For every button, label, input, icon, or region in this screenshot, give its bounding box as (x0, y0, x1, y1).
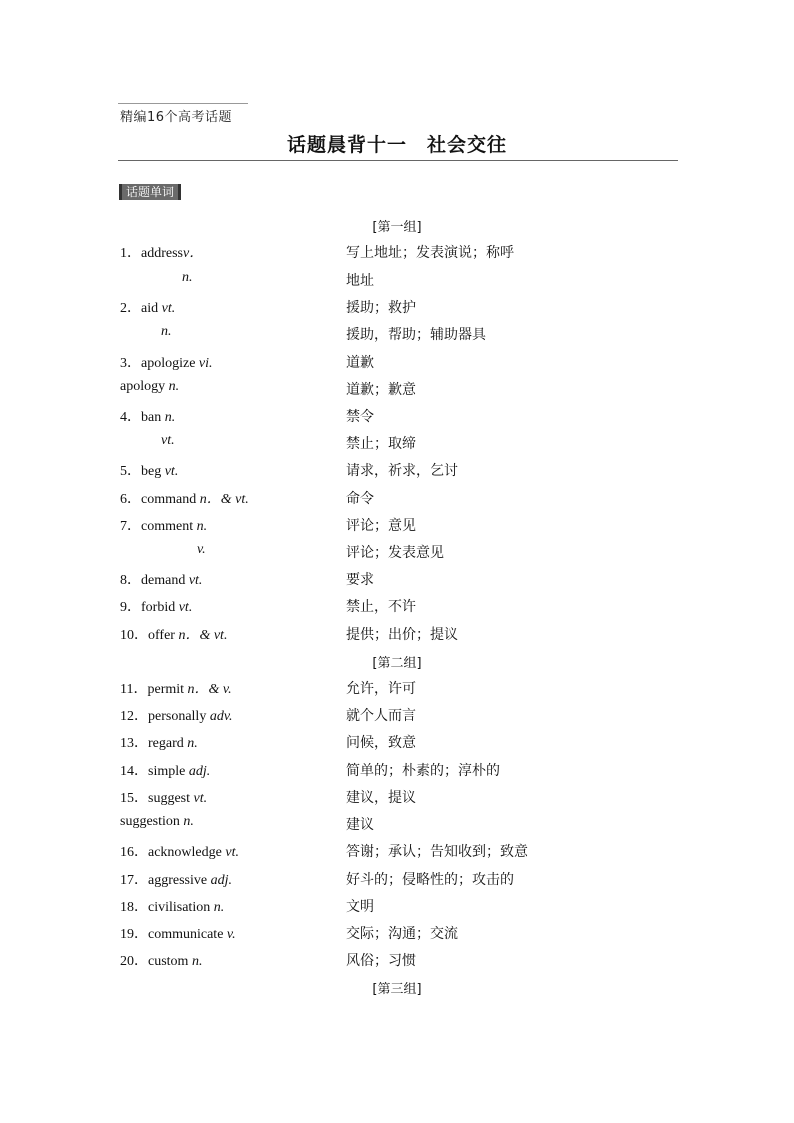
meaning: 答谢；承认；告知收到；致意 (346, 844, 528, 860)
meaning: 交际；沟通；交流 (346, 926, 458, 942)
word: 3．apologize vi. (120, 356, 213, 371)
meaning: 禁止，不许 (346, 599, 416, 615)
meaning: 援助，帮助；辅助器具 (346, 327, 486, 343)
word: v. (197, 542, 206, 557)
list-item (0, 950, 794, 970)
group-heading: [第一组] (372, 220, 422, 235)
word: 12．personally adv. (120, 709, 233, 724)
word: 14．simple adj. (120, 764, 211, 779)
list-item (0, 270, 794, 290)
meaning: 写上地址；发表演说；称呼 (346, 245, 514, 261)
meaning: 请求，祈求，乞讨 (346, 463, 458, 479)
word: suggestion n. (120, 814, 194, 829)
list-item (0, 542, 794, 562)
word: n. (161, 324, 172, 339)
list-item (0, 787, 794, 807)
meaning: 允许，许可 (346, 681, 416, 697)
list-item (0, 515, 794, 535)
word: 15．suggest vt. (120, 791, 208, 806)
word: 16．acknowledge vt. (120, 845, 239, 860)
list-item (0, 460, 794, 480)
word: 18．civilisation n. (120, 900, 225, 915)
list-item (0, 869, 794, 889)
list-item (0, 324, 794, 344)
list-item (0, 242, 794, 262)
word: 13．regard n. (120, 736, 198, 751)
word: 5．beg vt. (120, 464, 179, 479)
word: 7．comment n. (120, 519, 208, 534)
list-item (0, 433, 794, 453)
meaning: 文明 (346, 899, 374, 915)
meaning: 要求 (346, 572, 374, 588)
word: 4．ban n. (120, 410, 176, 425)
list-item (0, 297, 794, 317)
meaning: 命令 (346, 491, 374, 507)
page-title: 话题晨背十一 社会交往 (286, 134, 507, 156)
meaning: 评论；发表意见 (346, 545, 444, 561)
word: 17．aggressive adj. (120, 873, 232, 888)
header-top-rule (118, 103, 248, 104)
list-item (0, 760, 794, 780)
word: vt. (161, 433, 175, 448)
list-item (0, 569, 794, 589)
list-item (0, 406, 794, 426)
word: n. (182, 270, 193, 285)
meaning: 简单的；朴素的；淳朴的 (346, 763, 500, 779)
meaning: 禁止；取缔 (346, 436, 416, 452)
list-item (0, 352, 794, 372)
meaning: 道歉；歉意 (346, 382, 416, 398)
list-item (0, 488, 794, 508)
word: 11．permit n．& v. (120, 682, 232, 697)
meaning: 评论；意见 (346, 518, 416, 534)
meaning: 禁令 (346, 409, 374, 425)
meaning: 地址 (346, 273, 374, 289)
word: 1．addressv． (120, 246, 204, 261)
meaning: 援助；救护 (346, 300, 416, 316)
list-item (0, 705, 794, 725)
meaning: 道歉 (346, 355, 374, 371)
word: 10．offer n．& vt. (120, 628, 228, 643)
meaning: 建议，提议 (346, 790, 416, 806)
word: 8．demand vt. (120, 573, 203, 588)
word: 20．custom n. (120, 954, 203, 969)
series-label: 精编16个高考话题 (120, 110, 233, 125)
list-item (0, 841, 794, 861)
list-item (0, 814, 794, 834)
list-item (0, 624, 794, 644)
meaning: 好斗的；侵略性的；攻击的 (346, 872, 514, 888)
word: 6．command n．& vt. (120, 492, 249, 507)
title-rule (118, 160, 678, 161)
meaning: 风俗；习惯 (346, 953, 416, 969)
section-tag: 话题单词 (119, 184, 181, 200)
word: apology n. (120, 379, 180, 394)
group-heading: [第二组] (372, 656, 422, 671)
list-item (0, 896, 794, 916)
word: 9．forbid vt. (120, 600, 193, 615)
word: 2．aid vt. (120, 301, 176, 316)
meaning: 建议 (346, 817, 374, 833)
meaning: 问候，致意 (346, 735, 416, 751)
meaning: 提供；出价；提议 (346, 627, 458, 643)
list-item (0, 678, 794, 698)
word: 19．communicate v. (120, 927, 236, 942)
group-heading: [第三组] (372, 982, 422, 997)
meaning: 就个人而言 (346, 708, 416, 724)
list-item (0, 732, 794, 752)
list-item (0, 596, 794, 616)
list-item (0, 923, 794, 943)
list-item (0, 379, 794, 399)
